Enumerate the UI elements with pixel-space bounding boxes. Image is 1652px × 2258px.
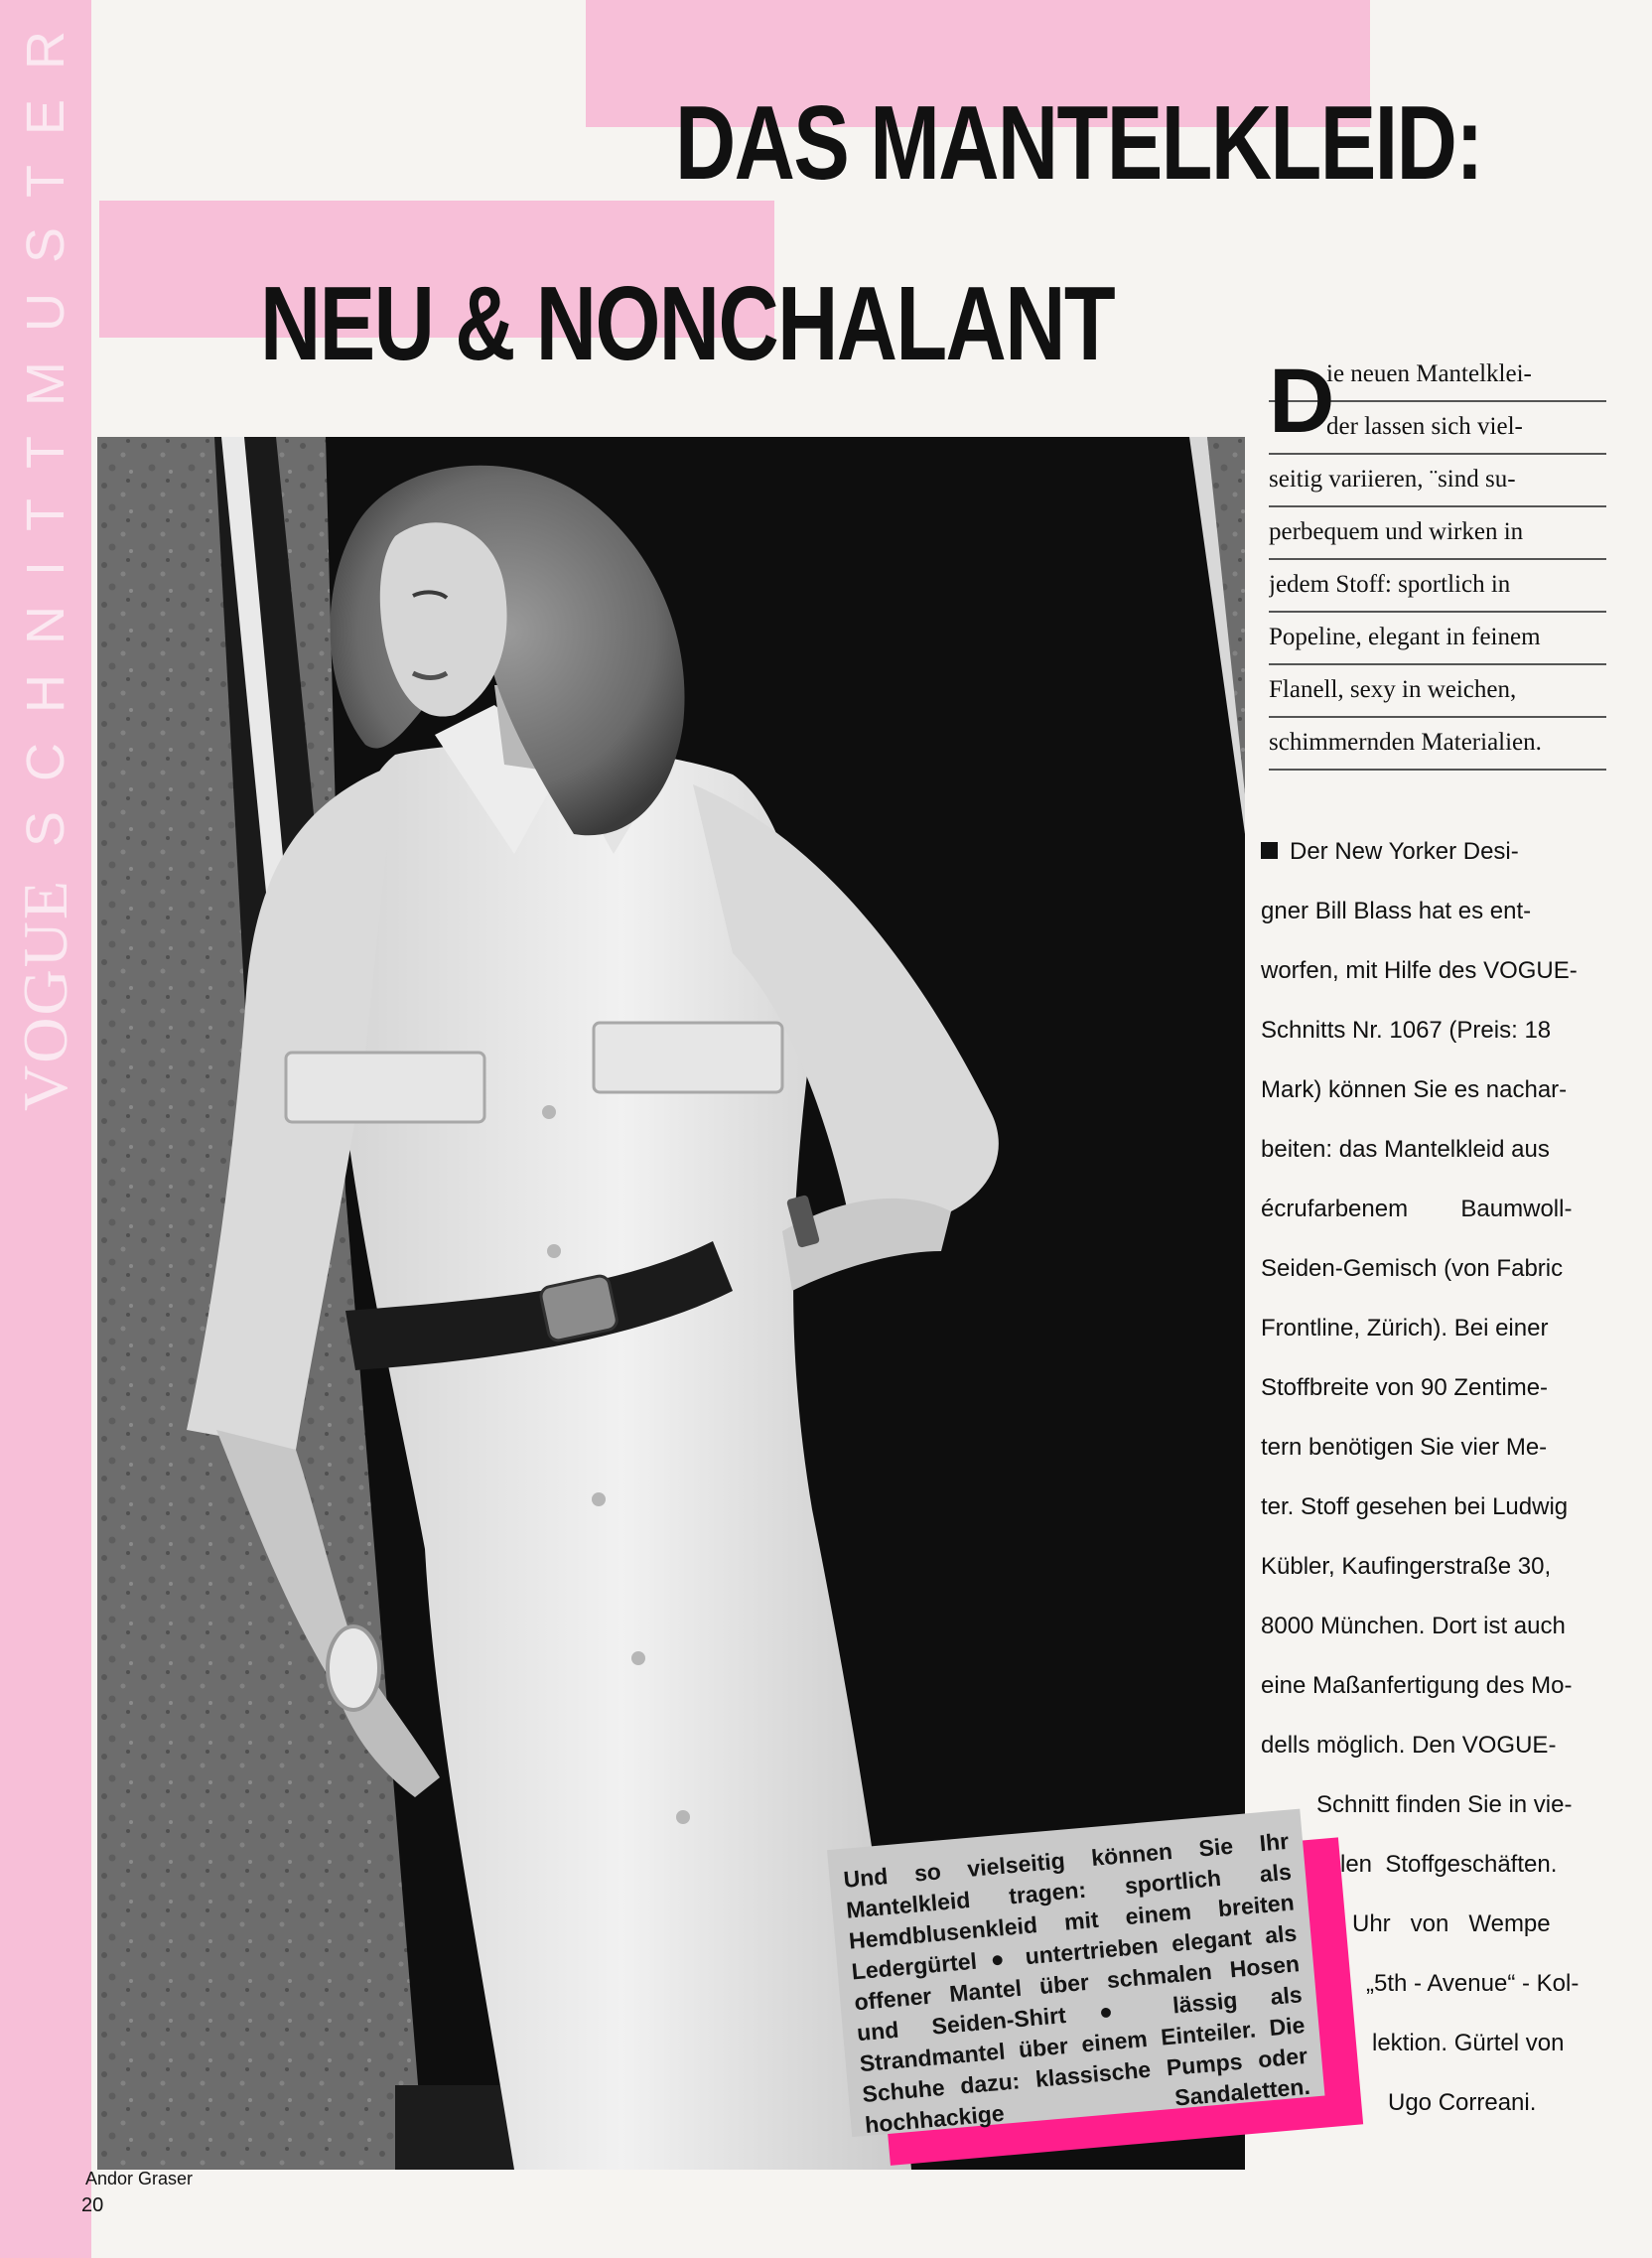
body-line: tern benötigen Sie vier Me- bbox=[1261, 1434, 1548, 1461]
body-line: Uhr von Wempe bbox=[1352, 1910, 1551, 1937]
headline-line-2: NEU & NONCHALANT bbox=[260, 265, 1115, 382]
side-label bbox=[10, 1, 80, 1111]
body-line: Stoffbreite von 90 Zentime- bbox=[1261, 1374, 1549, 1401]
body-line: len Stoffgeschäften. bbox=[1340, 1851, 1558, 1878]
intro-line: perbequem und wirken in bbox=[1269, 507, 1606, 560]
intro-line: der lassen sich viel- bbox=[1269, 402, 1606, 455]
intro-paragraph bbox=[1269, 350, 1606, 771]
body-line-text: Der New Yorker Desi- bbox=[1290, 838, 1519, 865]
intro-line: Flanell, sexy in weichen, bbox=[1269, 665, 1606, 718]
side-strip bbox=[0, 0, 91, 2258]
body-line bbox=[1261, 822, 1603, 882]
body-line: ter. Stoff gesehen bei Ludwig bbox=[1261, 1493, 1569, 1520]
headline-line-1: DAS MANTELKLEID: bbox=[675, 84, 1482, 202]
body-line: gner Bill Blass hat es ent- bbox=[1261, 898, 1532, 924]
photo-caption bbox=[827, 1805, 1369, 2167]
body-line: Seiden-Gemisch (von Fabric bbox=[1261, 1255, 1564, 1282]
intro-line: jedem Stoff: sportlich in bbox=[1269, 560, 1606, 613]
body-line: Mark) können Sie es nachar- bbox=[1261, 1076, 1568, 1103]
body-line: Schnitt finden Sie in vie- bbox=[1316, 1791, 1573, 1818]
side-label-brand: VOGUE bbox=[10, 879, 80, 1111]
caption-text: Und so vielseitig können Sie Ihr Mantelkleid tragen: sportlich als Hemdblusenkleid mit einem breiten Ledergürtel ● untertrieben elegant als offener Mantel über schmalen Hosen und Seiden-Shirt ● lässig als Strandmantel über einem Einteiler. Die Schuhe dazu: klassische Pumps oder hochhackige Sandaletten. bbox=[842, 1827, 1311, 2138]
intro-line: schimmernden Materialien. bbox=[1269, 718, 1606, 771]
caption-box bbox=[827, 1809, 1324, 2138]
body-line: Schnitts Nr. 1067 (Preis: 18 bbox=[1261, 1017, 1552, 1044]
body-line: lektion. Gürtel von bbox=[1372, 2030, 1565, 2056]
photo-credit: Andor Graser bbox=[85, 2169, 194, 2188]
square-bullet-icon bbox=[1261, 842, 1278, 859]
body-line: „5th - Avenue“ - Kol- bbox=[1366, 1970, 1580, 1997]
body-line: dells möglich. Den VOGUE- bbox=[1261, 1732, 1557, 1759]
body-line: eine Maßanfertigung des Mo- bbox=[1261, 1672, 1573, 1699]
body-line: Frontline, Zürich). Bei einer bbox=[1261, 1315, 1549, 1341]
intro-line: seitig variieren, ¨sind su- bbox=[1269, 455, 1606, 507]
body-line: 8000 München. Dort ist auch bbox=[1261, 1613, 1566, 1639]
side-label-section: SCHNITTMUSTER bbox=[16, 1, 75, 847]
page-number: 20 bbox=[81, 2194, 104, 2216]
body-line: Kübler, Kaufingerstraße 30, bbox=[1261, 1553, 1552, 1580]
body-line: beiten: das Mantelkleid aus bbox=[1261, 1136, 1550, 1163]
body-line: Ugo Correani. bbox=[1388, 2089, 1537, 2116]
intro-line: Popeline, elegant in feinem bbox=[1269, 613, 1606, 665]
intro-dropcap: D bbox=[1269, 351, 1335, 452]
intro-line: ie neuen Mantelklei- bbox=[1269, 350, 1606, 402]
body-line: écrufarbenem Baumwoll- bbox=[1261, 1196, 1573, 1222]
body-line: worfen, mit Hilfe des VOGUE- bbox=[1261, 957, 1578, 984]
